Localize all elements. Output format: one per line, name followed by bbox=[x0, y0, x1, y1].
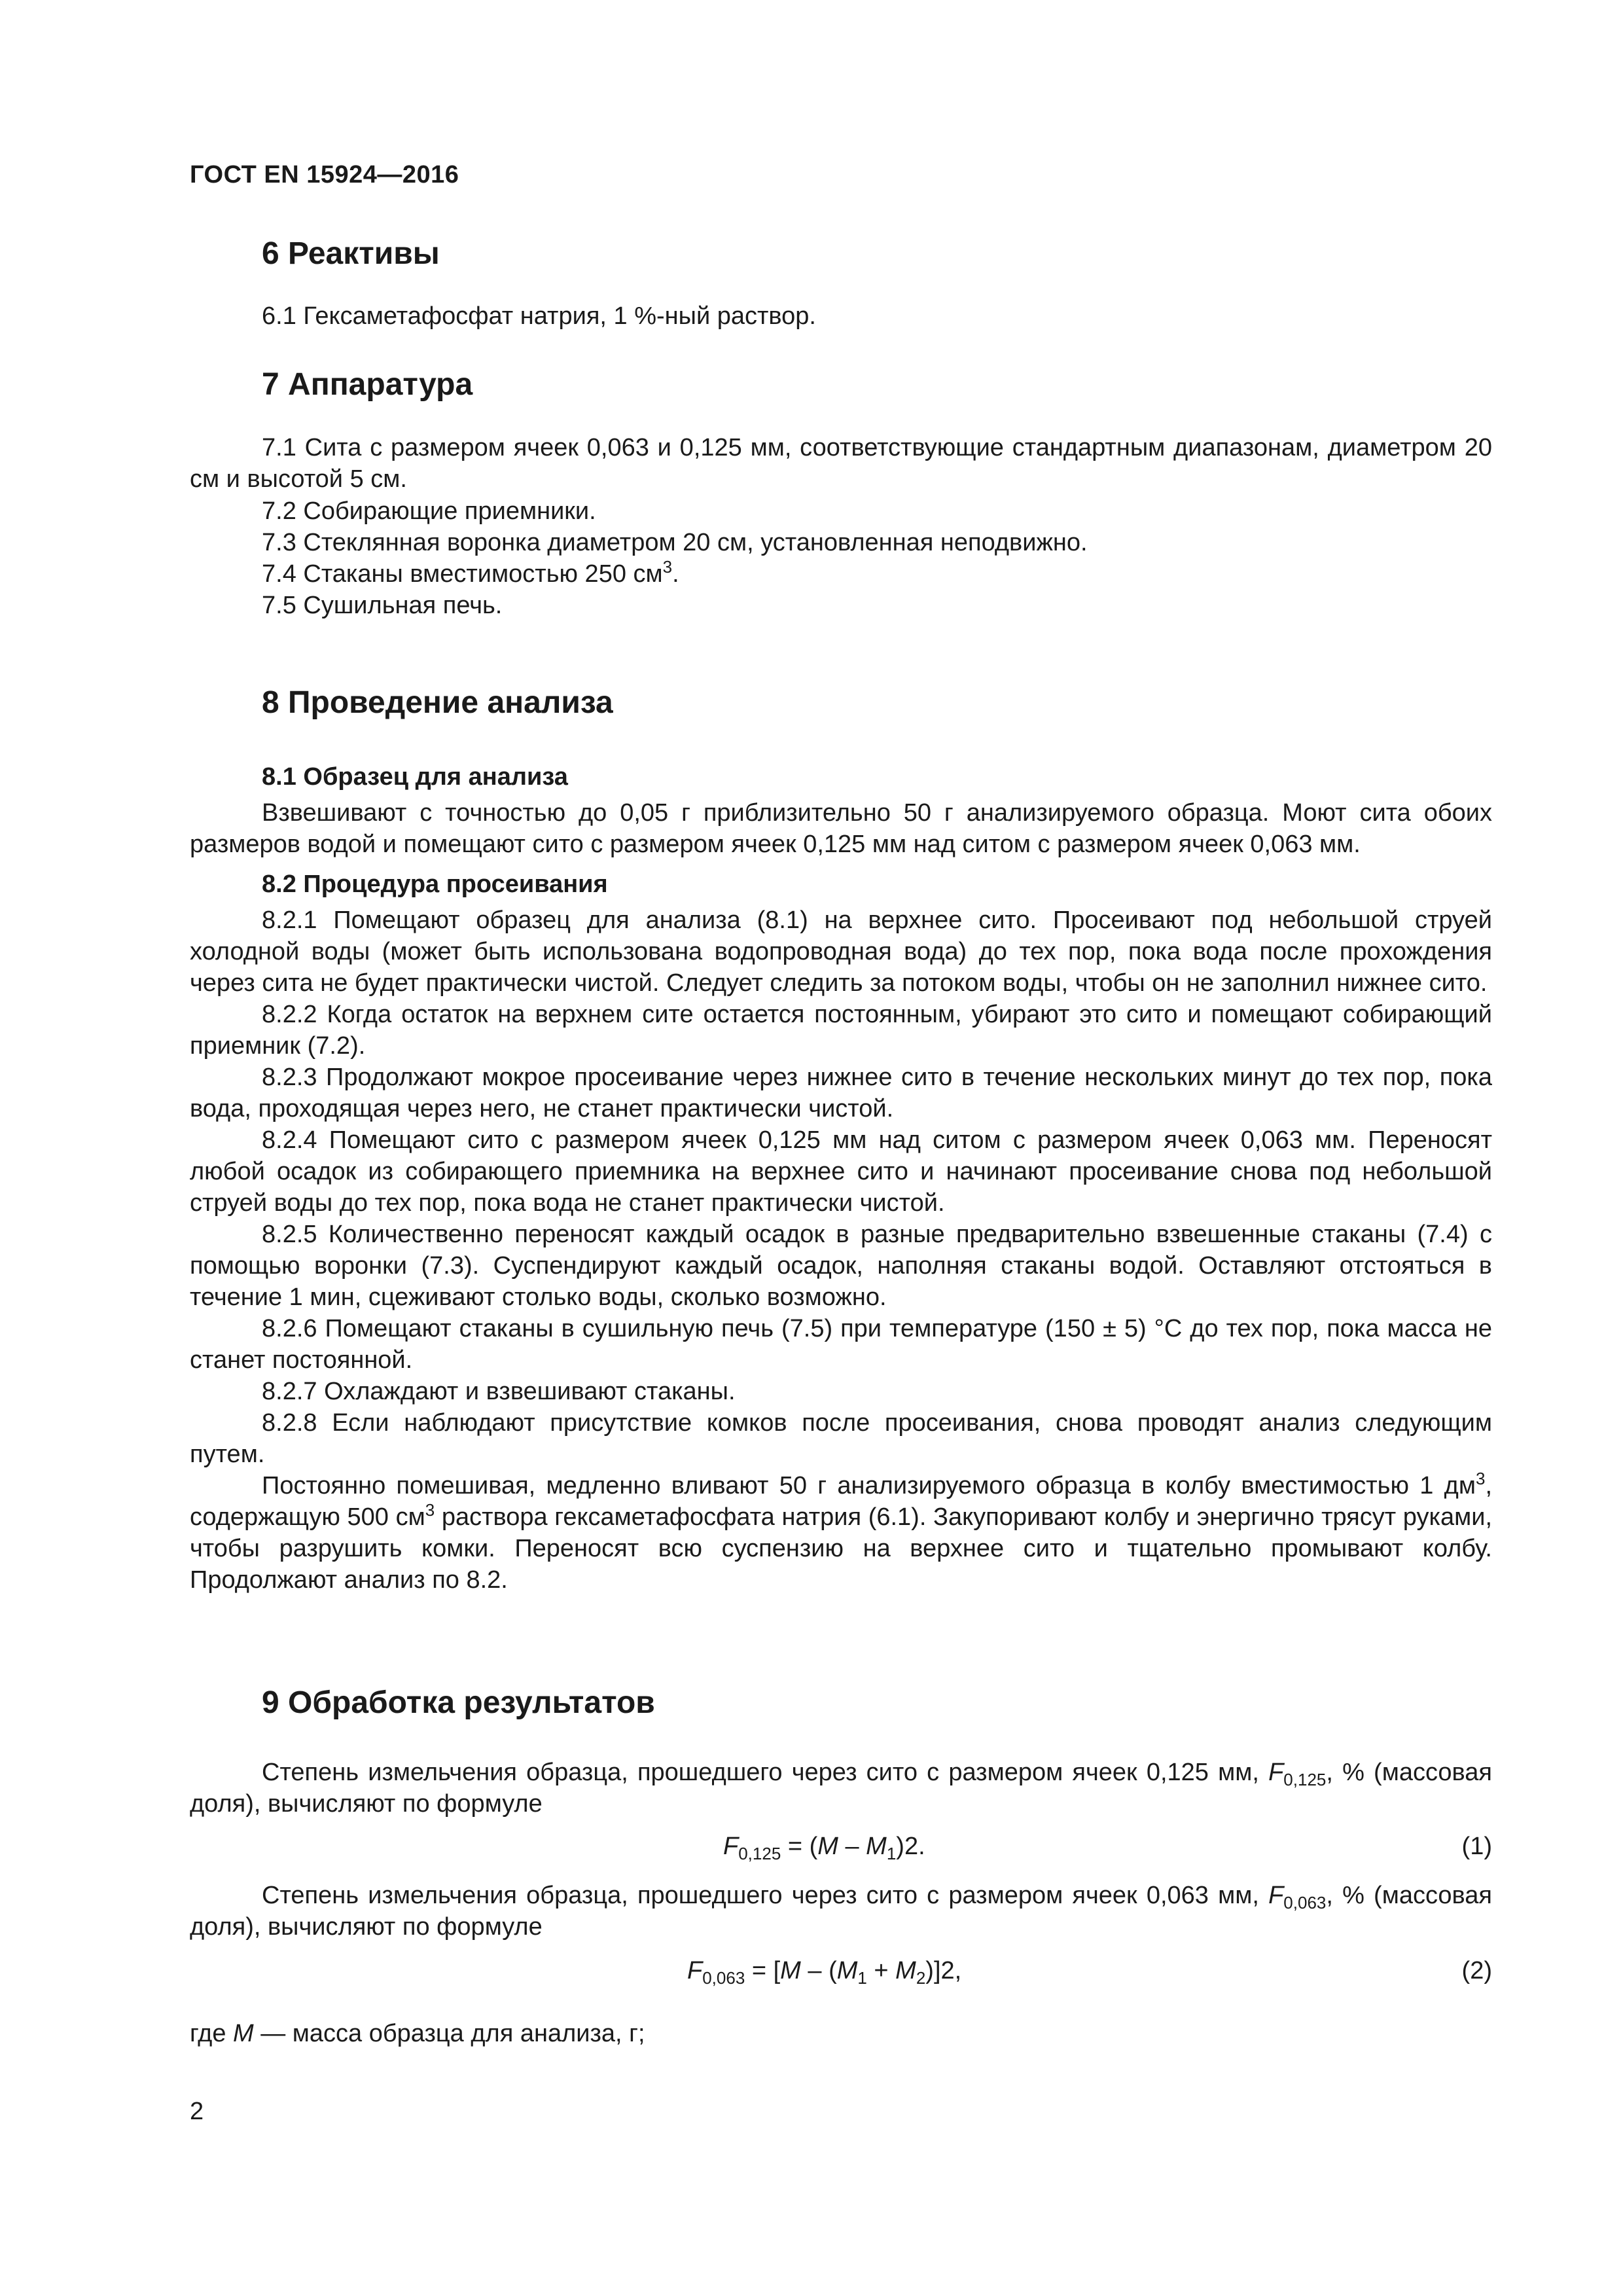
formula-1 bbox=[723, 1833, 925, 1861]
para-7-4-text: 7.4 Стаканы вместимостью 250 см bbox=[262, 560, 663, 588]
formula-1-minus: – bbox=[838, 1833, 866, 1860]
para-8-2-8-continuation bbox=[190, 1470, 1492, 1596]
formula-2-tail: )]2, bbox=[925, 1957, 962, 1984]
para-9-2-block bbox=[190, 1880, 1492, 1943]
section-8-2-paragraphs bbox=[190, 905, 1492, 1596]
para-8-2-4: 8.2.4 Помещают сито с размером ячеек 0,125 мм над ситом с размером ячеек 0,063 мм. Переносят любой осадок из собирающего приемника на верхнее сито и начинают просеивание снова под небольшой струей воды до тех пор, пока вода не станет практически чистой. bbox=[190, 1126, 1492, 1217]
formula-2-minus: – ( bbox=[800, 1957, 837, 1984]
para-8-2-5: 8.2.5 Количественно переносят каждый осадок в разные предварительно взвешенные стаканы (7.4) с помощью воронки (7.3). Суспендируют каждый осадок, наполняя стаканы водой. Оставляют отстояться в течение 1 мин, сцеживают столько воды, сколько возможно. bbox=[190, 1221, 1492, 1311]
para-9-2 bbox=[190, 1880, 1492, 1943]
para-7-4-sup: 3 bbox=[662, 557, 673, 577]
para-9-1-text-a: Степень измельчения образца, прошедшего через сито с размером ячеек 0,125 мм, bbox=[262, 1759, 1269, 1786]
var-f-2: F bbox=[1268, 1882, 1284, 1909]
sub-0063: 0,063 bbox=[1283, 1893, 1327, 1912]
formula-2-plus: + bbox=[866, 1957, 896, 1984]
para-7-3: 7.3 Стеклянная воронка диаметром 20 см, установленная неподвижно. bbox=[262, 529, 1088, 556]
para-7-1: 7.1 Сита с размером ячеек 0,063 и 0,125 мм, соответствующие стандартным диапазонам, диаметром 20 см и высотой 5 см. bbox=[190, 434, 1492, 493]
para-7-5: 7.5 Сушильная печь. bbox=[262, 592, 503, 619]
para-8-2-2: 8.2.2 Когда остаток на верхнем сите остается постоянным, убирают это сито и помещают собирающий приемник (7.2). bbox=[190, 1001, 1492, 1060]
formula-2-m1: M bbox=[836, 1957, 858, 1984]
where-clause bbox=[190, 2020, 645, 2048]
formula-2-eq: = [ bbox=[745, 1957, 781, 1984]
para-9-2-text-a: Степень измельчения образца, прошедшего через сито с размером ячеек 0,063 мм, bbox=[262, 1882, 1269, 1909]
para-8-1-block bbox=[190, 797, 1492, 860]
formula-1-number: (1) bbox=[1461, 1833, 1492, 1860]
formula-2-m1-sub: 1 bbox=[857, 1968, 867, 1988]
where-clause-a: где bbox=[190, 2020, 234, 2047]
para-8-2-8: 8.2.8 Если наблюдают присутствие комков после просеивания, снова проводят анализ следующим путем. bbox=[190, 1409, 1492, 1468]
var-f: F bbox=[1268, 1759, 1284, 1786]
para-7-4-end: . bbox=[672, 560, 679, 588]
formula-2-m: M bbox=[780, 1957, 801, 1984]
document-header: ГОСТ EN 15924—2016 bbox=[190, 161, 459, 188]
para-8-2-8-cont-a: Постоянно помешивая, медленно вливают 50 г анализируемого образца в колбу вместимостью 1 дм bbox=[262, 1472, 1476, 1499]
para-8-2-7: 8.2.7 Охлаждают и взвешивают стаканы. bbox=[262, 1378, 736, 1405]
para-8-1: Взвешивают с точностью до 0,05 г приблизительно 50 г анализируемого образца. Моют сита обоих размеров водой и помещают сито с размером ячеек 0,125 мм над ситом с размером ячеек 0,063 мм. bbox=[190, 799, 1492, 858]
para-6-1: 6.1 Гексаметафосфат натрия, 1 %-ный раствор. bbox=[262, 302, 816, 330]
formula-2-number: (2) bbox=[1461, 1957, 1492, 1984]
where-var-m: M bbox=[233, 2020, 254, 2047]
para-7-2: 7.2 Собирающие приемники. bbox=[262, 497, 596, 525]
subsection-8-2-title: 8.2 Процедура просеивания bbox=[262, 870, 608, 898]
formula-2-lhs: F bbox=[687, 1957, 703, 1984]
section-7-title: 7 Аппаратура bbox=[262, 367, 473, 402]
para-9-1 bbox=[190, 1757, 1492, 1820]
para-8-2-3: 8.2.3 Продолжают мокрое просеивание через нижнее сито в течение нескольких минут до тех пор, пока вода, проходящая через него, не станет практически чистой. bbox=[190, 1064, 1492, 1122]
sub-0125: 0,125 bbox=[1283, 1770, 1327, 1789]
formula-1-lhs-sub: 0,125 bbox=[738, 1844, 781, 1863]
formula-2-m2: M bbox=[895, 1957, 916, 1984]
where-clause-b: — масса образца для анализа, г; bbox=[253, 2020, 645, 2047]
para-9-2-text-b: , % (массовая доля), вычисляют по формуле bbox=[190, 1882, 1492, 1941]
para-8-2-8-cont-b: , содержащую 500 см bbox=[190, 1472, 1492, 1531]
formula-1-m: M bbox=[817, 1833, 838, 1860]
para-9-1-text-b: , % (массовая доля), вычисляют по формуле bbox=[190, 1759, 1492, 1818]
para-8-2-6: 8.2.6 Помещают стаканы в сушильную печь (7.5) при температуре (150 ± 5) °С до тех пор, пока масса не станет постоянной. bbox=[190, 1315, 1492, 1374]
para-8-2-1: 8.2.1 Помещают образец для анализа (8.1) на верхнее сито. Просеивают под небольшой струей холодной воды (может быть использована водопроводная вода) до тех пор, пока вода после прохождения через сита не будет практически чистой. Следует следить за потоком воды, чтобы он не заполнил нижнее сито. bbox=[190, 906, 1492, 997]
section-8-title: 8 Проведение анализа bbox=[262, 685, 613, 720]
subsection-8-1-title: 8.1 Образец для анализа bbox=[262, 763, 568, 791]
section-6-title: 6 Реактивы bbox=[262, 236, 440, 271]
formula-1-eq: = ( bbox=[781, 1833, 818, 1860]
formula-2 bbox=[687, 1957, 962, 1988]
sup-cm3: 3 bbox=[425, 1500, 435, 1520]
para-8-2-8-cont-c: раствора гексаметафосфата натрия (6.1). Закупоривают колбу и энергично трясут руками, чтобы разрушить комки. Переносят всю суспензию на верхнее сито и тщательно промывают колбу. Продолжают анализ по 8.2. bbox=[190, 1503, 1492, 1594]
formula-1-m1: M bbox=[866, 1833, 887, 1860]
para-7-4 bbox=[262, 557, 679, 588]
formula-2-lhs-sub: 0,063 bbox=[702, 1968, 745, 1988]
formula-2-m2-sub: 2 bbox=[916, 1968, 926, 1988]
sup-dm3: 3 bbox=[1475, 1469, 1486, 1488]
formula-1-lhs: F bbox=[723, 1833, 739, 1860]
page-number: 2 bbox=[190, 2098, 204, 2125]
formula-1-tail: )2. bbox=[896, 1833, 925, 1860]
para-9-1-block bbox=[190, 1757, 1492, 1820]
formula-1-m1-sub: 1 bbox=[886, 1844, 897, 1863]
para-7-1-block bbox=[190, 432, 1492, 495]
section-9-title: 9 Обработка результатов bbox=[262, 1685, 655, 1720]
